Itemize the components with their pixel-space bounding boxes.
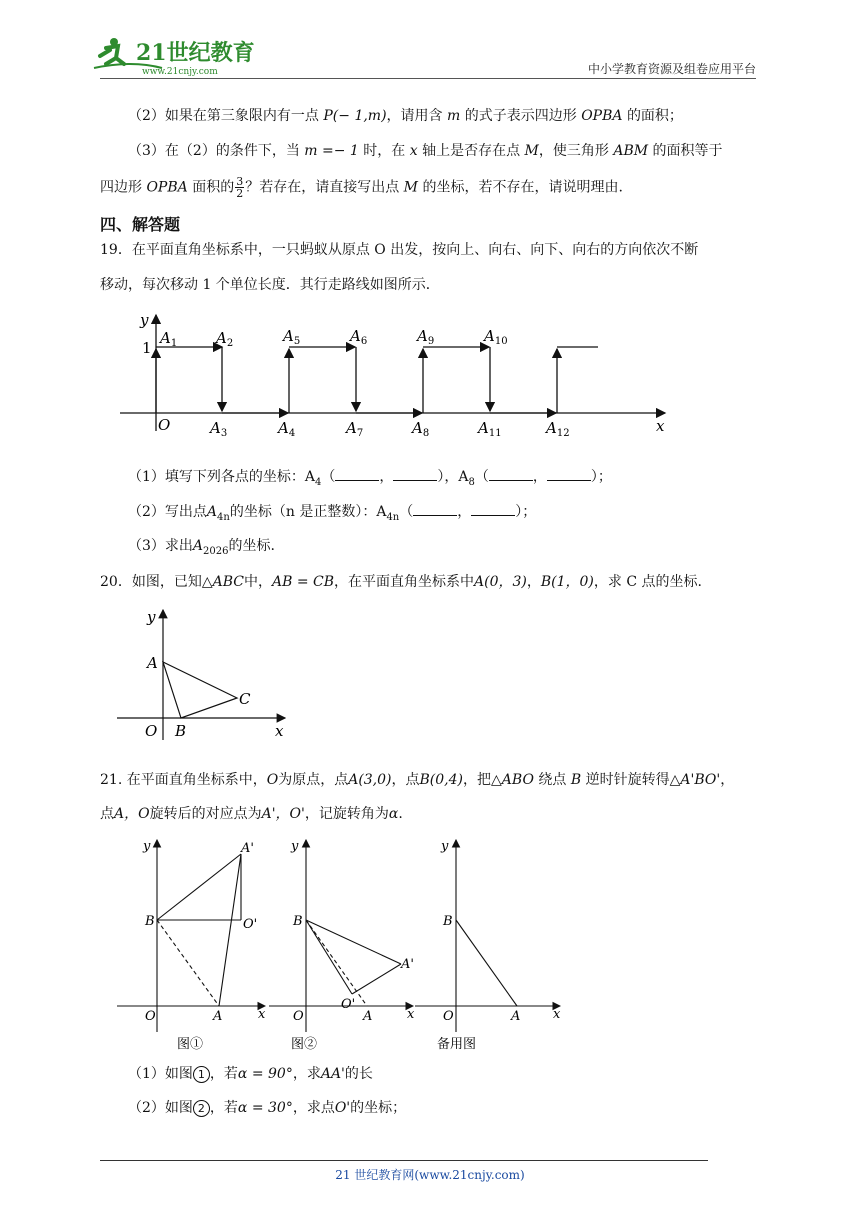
svg-text:y: y [147, 608, 156, 626]
answer-blank[interactable] [393, 466, 437, 481]
logo-url: www.21cnjy.com [142, 67, 218, 77]
fraction-three-halves: $\frac{3}{2}$ [236, 175, 244, 200]
q21-stem-line1: 21. 在平面直角坐标系中，O为原点，点A(3,0)，点B(0,4)，把△ABO 绕点 B 逆时针旋转得△A'BO'， [100, 772, 735, 788]
top-point-labels [158, 327, 508, 349]
answer-blank[interactable] [489, 466, 533, 481]
logo-text: 21世纪教育 [136, 40, 255, 66]
footer-text: 21 世纪教育网(www.21cnjy.com) [335, 1168, 525, 1182]
caption-figure-spare: 备用图 [437, 1037, 477, 1052]
q18-part2: （2）如果在第三象限内有一点 P(− 1,m)，请用含 m 的式子表示四边形 OPBA 的面积； [128, 108, 683, 124]
svg-text:C: C [239, 690, 251, 708]
triangle-abc [163, 662, 237, 718]
q21-rotation-figures [115, 832, 575, 1057]
svg-text:A7: $A_7$ [346, 419, 364, 439]
answer-blank[interactable] [547, 466, 591, 481]
origin-label: O [158, 416, 171, 434]
svg-text:O: O [145, 1009, 156, 1024]
svg-text:A12: $A_{12}$ [546, 419, 570, 439]
section-title: 四、解答题 [100, 215, 181, 234]
svg-text:A2: $A_2$ [216, 329, 234, 349]
answer-blank[interactable] [471, 501, 515, 516]
header-divider [100, 78, 756, 79]
q20-stem: 20．如图，已知△ABC中，AB = CB，在平面直角坐标系中A(0，3)，B(1，0)，求 C 点的坐标. [100, 574, 702, 590]
svg-text:A: A [511, 1009, 521, 1024]
q21-sub1: （1）如图 1 ，若α = 90°，求AA'的长 [128, 1066, 373, 1082]
q21-sub2: （2）如图 2 ，若α = 30°，求点O'的坐标； [128, 1100, 407, 1116]
answer-blank[interactable] [335, 466, 379, 481]
figure-2 [269, 839, 415, 1052]
svg-text:A10: $A_{10}$ [484, 327, 508, 347]
q19-sub1: （1）填写下列各点的坐标：$A_4$（ ， ），$A_8$（ ， ）； [128, 466, 612, 493]
footer-divider [100, 1160, 708, 1161]
svg-text:A6: $A_6$ [350, 327, 368, 347]
svg-text:A1: $A_1$ [160, 329, 178, 349]
svg-text:A: A [213, 1009, 223, 1024]
svg-text:B: B [145, 914, 155, 929]
svg-text:A': A' [401, 957, 414, 972]
svg-text:A': A' [241, 841, 254, 856]
svg-text:A: A [147, 654, 158, 672]
svg-text:A: A [363, 1009, 373, 1024]
bottom-point-labels [208, 419, 570, 439]
ant-path [156, 347, 598, 413]
svg-text:y: y [441, 839, 449, 854]
svg-text:B: B [175, 722, 187, 740]
q18-part3-line1: （3）在（2）的条件下，当 m =− 1 时，在 x 轴上是否存在点 M，使三角形 ABM 的面积等于 [128, 143, 723, 159]
svg-text:A9: $A_9$ [417, 327, 435, 347]
y-tick-1: 1 [142, 339, 152, 357]
svg-text:A8: $A_8$ [412, 419, 430, 439]
q21-stem-line2: 点A，O旋转后的对应点为A'，O'，记旋转角为α. [100, 806, 403, 822]
svg-text:x: x [553, 1007, 561, 1022]
svg-text:O': O' [341, 997, 356, 1012]
q19-sub3: （3）求出$A_{2026}$的坐标. [128, 538, 275, 557]
svg-text:A11: $A_{11}$ [478, 419, 502, 439]
q19-stem-line1: 19．在平面直角坐标系中，一只蚂蚁从原点 O 出发，按向上、向右、向下、向右的方向依次不断 [100, 242, 699, 258]
q20-triangle-figure [115, 604, 295, 744]
y-axis-label: y [140, 311, 149, 329]
q19-stem-line2: 移动，每次移动 1 个单位长度．其行走路线如图所示． [100, 277, 440, 293]
figure-spare [415, 839, 561, 1052]
svg-text:x: x [275, 722, 284, 740]
svg-text:x: x [407, 1007, 415, 1022]
site-logo [92, 34, 272, 80]
svg-text:A3: $A_3$ [210, 419, 228, 439]
svg-text:O: O [293, 1009, 304, 1024]
q19-sub2: （2）写出点$A_{4n}$的坐标（n 是正整数）：$A_{4n}$（ ， ）； [128, 501, 536, 528]
caption-figure-2: 图② [291, 1037, 318, 1052]
figure-1 [117, 839, 266, 1052]
x-axis-label: x [656, 417, 665, 435]
svg-text:x: x [258, 1007, 266, 1022]
svg-text:O': O' [243, 917, 258, 932]
header-platform-text: 中小学教育资源及组卷应用平台 [587, 62, 756, 76]
caption-figure-1: 图① [177, 1037, 204, 1052]
svg-text:A4: $A_4$ [278, 419, 296, 439]
answer-blank[interactable] [413, 501, 457, 516]
svg-text:y: y [291, 839, 299, 854]
svg-text:B: B [443, 914, 453, 929]
q18-part3-line2: 四边形 OPBA 面积的 $\frac{3}{2}$ ？若存在，请直接写出点 M 的坐标，若不存在，请说明理由. [100, 175, 623, 200]
svg-text:O: O [443, 1009, 454, 1024]
q19-ant-path-figure [110, 305, 680, 440]
svg-text:A5: $A_5$ [283, 327, 301, 347]
svg-text:y: y [143, 839, 151, 854]
svg-text:B: B [293, 914, 303, 929]
svg-text:O: O [145, 722, 158, 740]
